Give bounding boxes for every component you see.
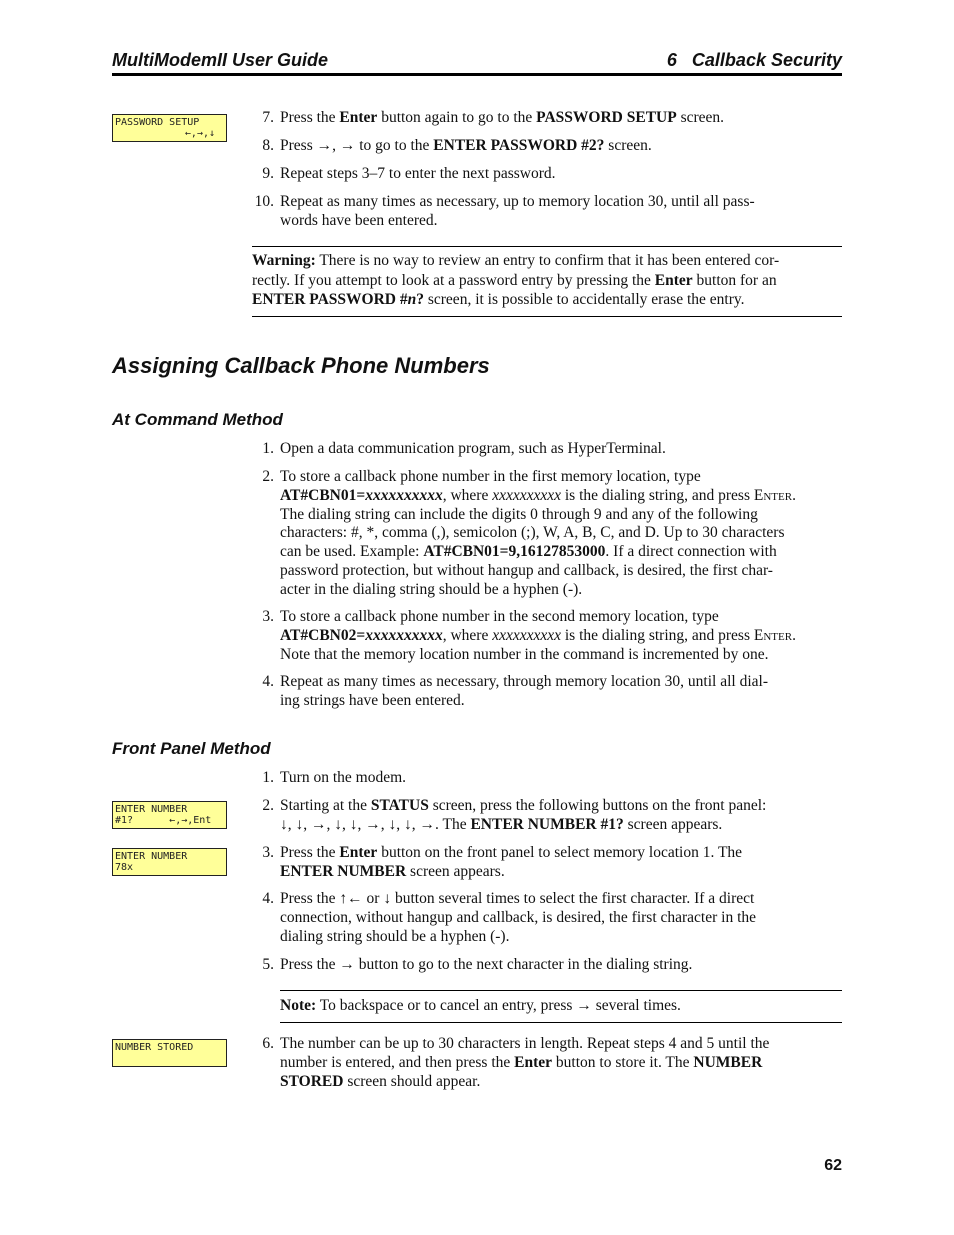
- step-9: 9. Repeat steps 3–7 to enter the next password.: [262, 165, 556, 182]
- subsection-at-command: At Command Method: [112, 410, 283, 429]
- fp-step-2: 2. Starting at the STATUS screen, press the following buttons on the front panel: ↓, ↓, →, ↓, ↓, →, ↓, ↓, →. The ENTER NUMBER #1? screen appears.: [262, 797, 767, 833]
- arrow-down-icon: ↓: [383, 890, 392, 907]
- fp-step-5: 5. Press the → button to go to the next character in the dialing string.: [262, 956, 693, 973]
- fp-step-1: 1. Turn on the modem.: [262, 769, 407, 786]
- at-step-4: 4. Repeat as many times as necessary, through memory location 30, until all dial- ing strings have been entered.: [262, 673, 768, 709]
- lcd-line-2: 78x: [115, 862, 134, 873]
- at-step-1: 1. Open a data communication program, such as HyperTerminal.: [262, 440, 666, 457]
- note-box: Note: To backspace or to cancel an entry, press → several times.: [280, 990, 842, 1023]
- note-label: Note:: [280, 997, 317, 1014]
- at-step-2: 2. To store a callback phone number in the first memory location, type AT#CBN01=xxxxxxxxxx, where xxxxxxxxxx is the dialing string, and press Enter. The dialing string can include the digits 0 through 9 and any of the following characters: #, *, comma (,), semicolon (;), W, A, B, C, and D. Up to 30 characters can be used. Example: AT#CBN01=9,16127853000. If a direct connection with password protection, but without hangup and callback, is desired, the first char- acter in the dialing string should be a hyphen (-).: [262, 468, 796, 598]
- header-chapter: 6 Callback Security: [666, 50, 842, 70]
- arrow-right-icon: →: [576, 997, 592, 1014]
- arrow-right-icon: →: [339, 956, 355, 973]
- subsection-front-panel: Front Panel Method: [112, 739, 271, 758]
- lcd-number-stored: [112, 1039, 227, 1067]
- lcd-enter-number-2: [112, 848, 227, 876]
- lcd-line-1: NUMBER STORED: [115, 1042, 194, 1053]
- lcd-enter-number-1: [112, 801, 227, 829]
- lcd-line-1: PASSWORD SETUP: [115, 117, 200, 128]
- at-step-3: 3. To store a callback phone number in the second memory location, type AT#CBN02=xxxxxxxxxx, where xxxxxxxxxx is the dialing string, and press Enter. Note that the memory location number in the command is incremented by one.: [262, 608, 796, 663]
- arrow-up-left-icon: ↑←: [339, 890, 363, 907]
- step-8: 8. Press →, → to go to the ENTER PASSWORD #2? screen.: [262, 137, 652, 154]
- page-header: [112, 48, 842, 72]
- page-number: 62: [824, 1157, 842, 1174]
- lcd-line-2: ←,→,↓: [184, 128, 215, 139]
- fp-step-3: 3. Press the Enter button on the front panel to select memory location 1. The ENTER NUMBER screen appears.: [262, 844, 743, 880]
- header-title: MultiModemII User Guide: [112, 50, 329, 70]
- lcd-line-1: ENTER NUMBER: [115, 851, 188, 862]
- lcd-line-2: #1? ←,→,Ent: [115, 815, 212, 826]
- fp-step-4: 4. Press the ↑← or ↓ button several times to select the first character. If a direct connection, without hangup and callback, is desired, the first character in the dialing string should be a hyphen (-).: [262, 890, 757, 945]
- arrow-sequence-icon: ↓, ↓, →, ↓, ↓, →, ↓, ↓, →: [280, 815, 435, 833]
- step-10: 10. Repeat as many times as necessary, up to memory location 30, until all pass- words have been entered.: [254, 193, 755, 229]
- lcd-line-2: [115, 1053, 225, 1064]
- warning-label: Warning:: [252, 252, 316, 269]
- lcd-line-1: ENTER NUMBER: [115, 804, 188, 815]
- warning-box: Warning: There is no way to review an entry to confirm that it has been entered cor- rectly. If you attempt to look at a password entry by pressing the Enter button for an ENTER PASSWORD #n? screen, it is possible to accidentally erase the entry.: [252, 246, 842, 317]
- lcd-password-setup: [112, 114, 227, 142]
- step-7: 7. Press the Enter button again to go to the PASSWORD SETUP screen.: [262, 109, 725, 126]
- header-rule: [112, 73, 842, 76]
- section-title: Assigning Callback Phone Numbers: [112, 353, 490, 378]
- arrow-right-icon: →, →: [316, 137, 356, 154]
- fp-step-6: 6. The number can be up to 30 characters in length. Repeat steps 4 and 5 until the number is entered, and then press the Enter button to store it. The NUMBER STORED screen should appear.: [262, 1035, 770, 1090]
